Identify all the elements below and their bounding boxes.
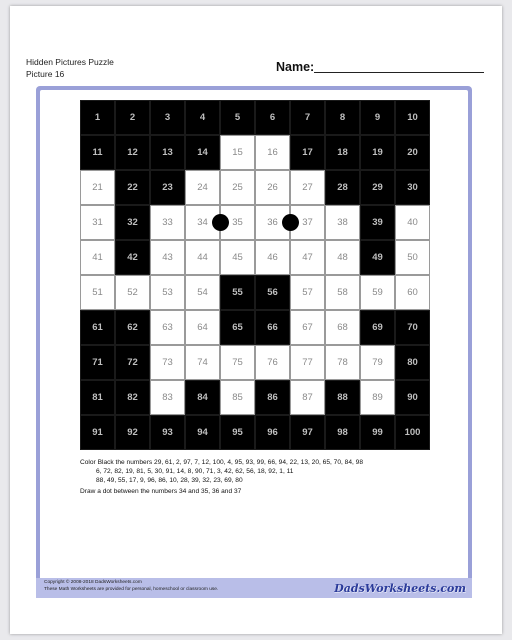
- grid-cell-73: 73: [150, 345, 185, 380]
- grid-cell-64: 64: [185, 310, 220, 345]
- grid-cell-4: 4: [185, 100, 220, 135]
- grid-cell-17: 17: [290, 135, 325, 170]
- grid-cell-65: 65: [220, 310, 255, 345]
- grid-cell-18: 18: [325, 135, 360, 170]
- grid-cell-86: 86: [255, 380, 290, 415]
- grid-cell-85: 85: [220, 380, 255, 415]
- name-line: [314, 72, 484, 73]
- grid-cell-52: 52: [115, 275, 150, 310]
- grid-cell-48: 48: [325, 240, 360, 275]
- grid-cell-33: 33: [150, 205, 185, 240]
- instruction-line: Color Black the numbers 29, 61, 2, 97, 7, 12, 100, 4, 95, 93, 99, 66, 94, 22, 13, 20, 65, 70, 84, 98: [80, 459, 363, 466]
- grid-cell-11: 11: [80, 135, 115, 170]
- puzzle-title: Hidden Pictures Puzzle: [26, 57, 114, 67]
- grid-cell-49: 49: [360, 240, 395, 275]
- grid-cell-43: 43: [150, 240, 185, 275]
- grid-cell-35: 35: [220, 205, 255, 240]
- grid-cell-14: 14: [185, 135, 220, 170]
- grid-cell-21: 21: [80, 170, 115, 205]
- grid-cell-2: 2: [115, 100, 150, 135]
- grid-cell-1: 1: [80, 100, 115, 135]
- grid-cell-31: 31: [80, 205, 115, 240]
- grid-cell-7: 7: [290, 100, 325, 135]
- grid-cell-13: 13: [150, 135, 185, 170]
- copyright-text: Copyright © 2008-2018 DadsWorksheets.com: [44, 580, 142, 585]
- grid-cell-71: 71: [80, 345, 115, 380]
- grid-cell-51: 51: [80, 275, 115, 310]
- grid-cell-46: 46: [255, 240, 290, 275]
- grid-cell-23: 23: [150, 170, 185, 205]
- grid-cell-59: 59: [360, 275, 395, 310]
- grid-cell-81: 81: [80, 380, 115, 415]
- grid-cell-76: 76: [255, 345, 290, 380]
- grid-cell-56: 56: [255, 275, 290, 310]
- grid-cell-79: 79: [360, 345, 395, 380]
- grid-cell-82: 82: [115, 380, 150, 415]
- grid-cell-42: 42: [115, 240, 150, 275]
- grid-cell-19: 19: [360, 135, 395, 170]
- grid-cell-6: 6: [255, 100, 290, 135]
- grid-cell-28: 28: [325, 170, 360, 205]
- grid-cell-87: 87: [290, 380, 325, 415]
- grid-cell-24: 24: [185, 170, 220, 205]
- grid-cell-47: 47: [290, 240, 325, 275]
- grid-cell-25: 25: [220, 170, 255, 205]
- grid-cell-57: 57: [290, 275, 325, 310]
- grid-cell-91: 91: [80, 415, 115, 450]
- grid-cell-38: 38: [325, 205, 360, 240]
- grid-cell-27: 27: [290, 170, 325, 205]
- grid-cell-61: 61: [80, 310, 115, 345]
- dot-marker: [212, 214, 229, 231]
- instructions: [80, 458, 430, 496]
- grid-cell-68: 68: [325, 310, 360, 345]
- grid-cell-89: 89: [360, 380, 395, 415]
- grid-cell-26: 26: [255, 170, 290, 205]
- grid-cell-88: 88: [325, 380, 360, 415]
- grid-cell-10: 10: [395, 100, 430, 135]
- grid-cell-20: 20: [395, 135, 430, 170]
- grid-cell-92: 92: [115, 415, 150, 450]
- grid-cell-29: 29: [360, 170, 395, 205]
- grid-cell-22: 22: [115, 170, 150, 205]
- usage-note: These Math Worksheets are provided for personal, homeschool or classroom use.: [44, 586, 219, 592]
- grid-cell-41: 41: [80, 240, 115, 275]
- grid-cell-100: 100: [395, 415, 430, 450]
- grid-cell-97: 97: [290, 415, 325, 450]
- grid-cell-70: 70: [395, 310, 430, 345]
- grid-cell-58: 58: [325, 275, 360, 310]
- grid-cell-80: 80: [395, 345, 430, 380]
- grid-cell-32: 32: [115, 205, 150, 240]
- grid-cell-5: 5: [220, 100, 255, 135]
- grid-cell-55: 55: [220, 275, 255, 310]
- grid-cell-72: 72: [115, 345, 150, 380]
- grid-cell-15: 15: [220, 135, 255, 170]
- grid-cell-99: 99: [360, 415, 395, 450]
- grid-cell-69: 69: [360, 310, 395, 345]
- grid-cell-96: 96: [255, 415, 290, 450]
- grid-cell-50: 50: [395, 240, 430, 275]
- grid-cell-9: 9: [360, 100, 395, 135]
- grid-cell-62: 62: [115, 310, 150, 345]
- title-block: [26, 56, 114, 80]
- grid-cell-75: 75: [220, 345, 255, 380]
- grid-cell-98: 98: [325, 415, 360, 450]
- grid-cell-37: 37: [290, 205, 325, 240]
- grid-cell-40: 40: [395, 205, 430, 240]
- grid-cell-84: 84: [185, 380, 220, 415]
- grid-cell-66: 66: [255, 310, 290, 345]
- grid-cell-45: 45: [220, 240, 255, 275]
- name-label: Name:: [276, 60, 315, 74]
- grid-cell-94: 94: [185, 415, 220, 450]
- grid-cell-39: 39: [360, 205, 395, 240]
- grid-cell-78: 78: [325, 345, 360, 380]
- grid-cell-83: 83: [150, 380, 185, 415]
- picture-number: Picture 16: [26, 69, 65, 79]
- site-logo[interactable]: DadsWorksheets.com: [334, 581, 466, 595]
- instruction-line: 88, 49, 55, 17, 9, 96, 86, 10, 28, 39, 32, 23, 69, 80: [96, 477, 243, 484]
- grid-cell-34: 34: [185, 205, 220, 240]
- dot-marker: [282, 214, 299, 231]
- grid-cell-95: 95: [220, 415, 255, 450]
- grid-cell-77: 77: [290, 345, 325, 380]
- grid-cell-67: 67: [290, 310, 325, 345]
- number-grid: [80, 100, 430, 450]
- dot-instruction: Draw a dot between the numbers 34 and 35, 36 and 37: [80, 488, 242, 495]
- grid-cell-3: 3: [150, 100, 185, 135]
- grid-cell-44: 44: [185, 240, 220, 275]
- grid-cell-54: 54: [185, 275, 220, 310]
- grid-cell-30: 30: [395, 170, 430, 205]
- grid-cell-63: 63: [150, 310, 185, 345]
- grid-cell-53: 53: [150, 275, 185, 310]
- grid-cell-90: 90: [395, 380, 430, 415]
- grid-cell-93: 93: [150, 415, 185, 450]
- grid-cell-16: 16: [255, 135, 290, 170]
- grid-cell-60: 60: [395, 275, 430, 310]
- copyright: [44, 580, 218, 593]
- grid-cell-74: 74: [185, 345, 220, 380]
- grid-cell-8: 8: [325, 100, 360, 135]
- grid-cell-36: 36: [255, 205, 290, 240]
- grid-cell-12: 12: [115, 135, 150, 170]
- instruction-line: 6, 72, 82, 19, 81, 5, 30, 91, 14, 8, 90, 71, 3, 42, 62, 56, 18, 92, 1, 11: [96, 468, 294, 475]
